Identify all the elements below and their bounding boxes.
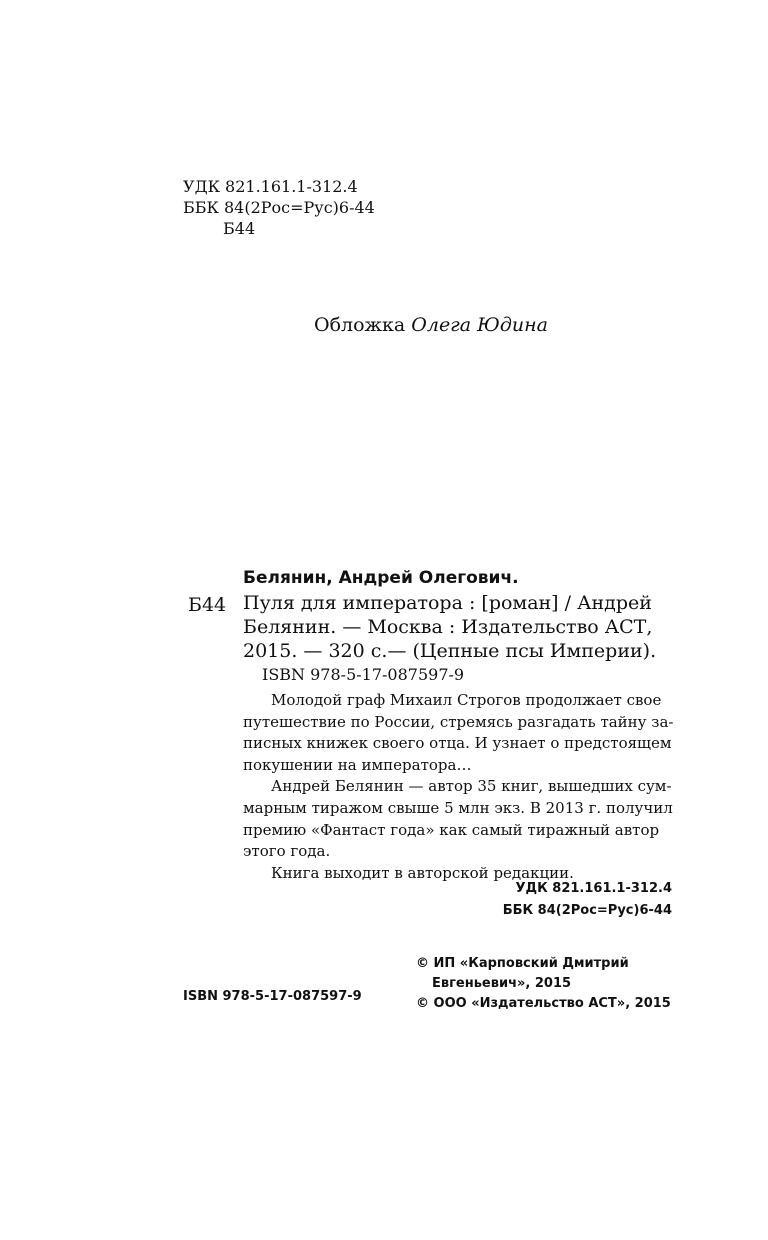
top-udk-code: УДК 821.161.1-312.4 [183,177,358,196]
top-author-cipher: Б44 [223,219,256,238]
cover-credit [314,314,548,336]
bibliographic-isbn: ISBN 978-5-17-087597-9 [262,665,465,684]
annotation-line: марным тиражом свыше 5 млн экз. В 2013 г. получил [243,798,673,817]
annotation-line: Андрей Белянин — автор 35 книг, вышедших сум- [271,777,672,796]
annotation [243,690,675,884]
annotation-line: покушении на императора… [243,755,472,774]
bibliographic-cipher: Б44 [188,594,227,616]
annotation-line: премию «Фантаст года» как самый тиражный автор [243,820,660,839]
cover-credit-prefix: Обложка [314,314,406,336]
biblio-line: 2015. — 320 с.— (Цепные псы Империи). [243,640,657,662]
bottom-udk-code: УДК 821.161.1-312.4 [515,881,672,896]
copyright-line: © ИП «Карповский Дмитрий [416,956,629,971]
top-bbk-code: ББК 84(2Рос=Рус)6-44 [183,198,375,217]
annotation-line: этого года. [243,842,331,861]
copyright-block [416,954,671,1014]
cover-artist-name: Олега Юдина [411,314,548,336]
bottom-bbk-code: ББК 84(2Рос=Рус)6-44 [502,903,672,918]
biblio-line: Белянин. — Москва : Издательство АСТ, [243,616,653,638]
bibliographic-description [243,591,679,663]
bottom-classification-block [503,878,672,922]
copyright-line: © ООО «Издательство АСТ», 2015 [416,996,671,1011]
biblio-line: Пуля для императора : [роман] / Андрей [243,592,652,614]
bibliographic-author: Белянин, Андрей Олегович. [243,568,519,588]
annotation-line: писных книжек своего отца. И узнает о предстоящем [243,734,672,753]
annotation-line: путешествие по России, стремясь разгадать тайну за- [243,712,674,731]
annotation-line: Книга выходит в авторской редакции. [271,863,574,882]
annotation-line: Молодой граф Михаил Строгов продолжает свое [271,691,662,709]
top-classification-block [183,176,375,239]
footer-isbn: ISBN 978-5-17-087597-9 [183,989,362,1004]
copyright-line: Евгеньевич», 2015 [432,976,572,991]
